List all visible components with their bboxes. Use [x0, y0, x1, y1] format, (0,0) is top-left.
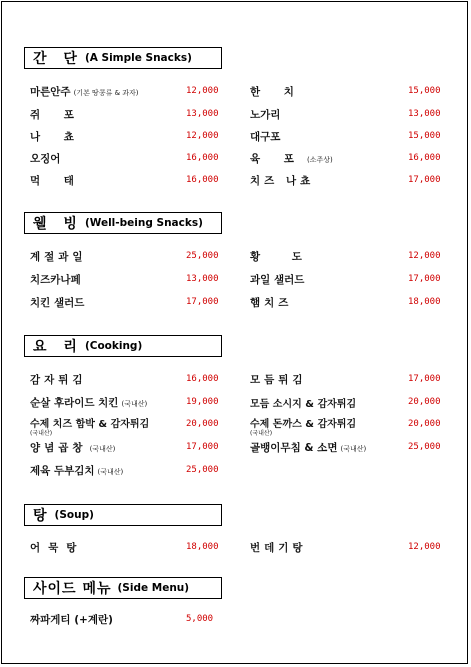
- menu-item: 오징어: [30, 153, 61, 165]
- item-price: 13,000: [408, 109, 441, 119]
- item-name: 골뱅이무침 & 소면: [250, 442, 338, 454]
- item-price: 13,000: [186, 274, 219, 284]
- item-note: (기본 땅콩류 & 과자): [73, 89, 139, 97]
- menu-item: 모듬 소시지 & 감자튀김: [250, 399, 357, 410]
- item-price: 16,000: [408, 153, 441, 163]
- item-price: 12,000: [186, 131, 219, 141]
- menu-item: 대구포: [250, 131, 281, 143]
- item-name: 마른안주: [30, 86, 71, 98]
- section-header-snacks: [24, 47, 222, 69]
- item-note: (국내산): [97, 468, 124, 476]
- menu-item: [30, 84, 139, 99]
- menu-item: [250, 440, 366, 455]
- item-price: 12,000: [186, 86, 219, 96]
- item-price: 17,000: [408, 175, 441, 185]
- section-title-en: (Well-being Snacks): [84, 217, 203, 229]
- section-title-ko: 간 단: [33, 51, 83, 67]
- section-title-en: (Soup): [54, 509, 94, 521]
- menu-item: 황 도: [250, 251, 316, 263]
- item-note: (국내산): [89, 445, 116, 453]
- menu-item: 햄치즈: [250, 297, 293, 309]
- section-header-wellbeing: [24, 212, 222, 234]
- item-price: 15,000: [408, 131, 441, 141]
- menu-item: 모듬튀김: [250, 374, 307, 386]
- section-title-en: (A Simple Snacks): [84, 52, 192, 64]
- menu-item: 치즈 나쵸: [250, 175, 315, 187]
- item-price: 25,000: [186, 465, 219, 475]
- item-price: 17,000: [408, 374, 441, 384]
- menu-item: 한 치: [250, 86, 304, 98]
- item-price: 20,000: [408, 397, 441, 407]
- item-price: 25,000: [186, 251, 219, 261]
- section-title-ko: 요 리: [33, 339, 83, 355]
- item-note: (국내산): [121, 400, 148, 408]
- item-note: (국내산): [340, 445, 367, 453]
- item-price: 13,000: [186, 109, 219, 119]
- item-note: (소주상): [306, 156, 333, 164]
- item-name: 양념곱창: [30, 442, 87, 454]
- item-price: 5,000: [186, 614, 214, 624]
- item-price: 16,000: [186, 153, 219, 163]
- item-name: 육 포: [250, 153, 304, 165]
- item-price: 17,000: [186, 297, 219, 307]
- menu-item: 쥐 포: [30, 109, 84, 121]
- menu-item: 먹 태: [30, 175, 84, 187]
- item-price: 18,000: [408, 297, 441, 307]
- item-price: 17,000: [408, 274, 441, 284]
- section-title-en: (Cooking): [84, 340, 143, 352]
- section-title-ko: 사이드 메뉴: [33, 581, 112, 597]
- menu-item: [250, 151, 333, 166]
- section-header-soup: [24, 504, 222, 526]
- menu-item: 감자튀김: [30, 374, 87, 386]
- section-title-ko: 탕: [33, 508, 53, 524]
- item-price: 12,000: [408, 251, 441, 261]
- item-name: 순살 후라이드 치킨: [30, 397, 119, 409]
- menu-item: 과일 샐러드: [250, 274, 305, 286]
- section-title-ko: 웰 빙: [33, 216, 83, 232]
- menu-item: [30, 395, 147, 410]
- item-price: 16,000: [186, 374, 219, 384]
- item-price: 25,000: [408, 442, 441, 452]
- item-name: 제육 두부김치: [30, 465, 95, 477]
- section-header-cooking: [24, 335, 222, 357]
- item-name: 수제 치즈 함박 & 감자튀김: [30, 419, 150, 430]
- item-price: 20,000: [408, 419, 441, 429]
- item-price: 17,000: [186, 442, 219, 452]
- menu-item: 수제 돈까스 & 감자튀김: [250, 419, 357, 430]
- section-header-side-menu: [24, 577, 222, 599]
- menu-item: [30, 463, 123, 478]
- menu-item: 번데기탕: [250, 542, 307, 554]
- menu-item: 치킨 샐러드: [30, 297, 85, 309]
- menu-page: [1, 1, 468, 664]
- item-note: (국내산): [250, 430, 273, 437]
- item-price: 15,000: [408, 86, 441, 96]
- menu-item: 나 쵸: [30, 131, 84, 143]
- menu-item: 어묵탕: [30, 542, 85, 554]
- item-price: 16,000: [186, 175, 219, 185]
- menu-item: 노가리: [250, 109, 281, 121]
- item-price: 19,000: [186, 397, 219, 407]
- section-title-en: (Side Menu): [117, 582, 190, 594]
- item-price: 12,000: [408, 542, 441, 552]
- menu-item: 짜파게티 (+계란): [30, 614, 113, 626]
- item-price: 20,000: [186, 419, 219, 429]
- menu-item: [30, 440, 115, 455]
- item-price: 18,000: [186, 542, 219, 552]
- menu-item: 계절과일: [30, 251, 87, 263]
- menu-item: 치즈카나페: [30, 274, 81, 286]
- item-note: (국내산): [30, 430, 53, 437]
